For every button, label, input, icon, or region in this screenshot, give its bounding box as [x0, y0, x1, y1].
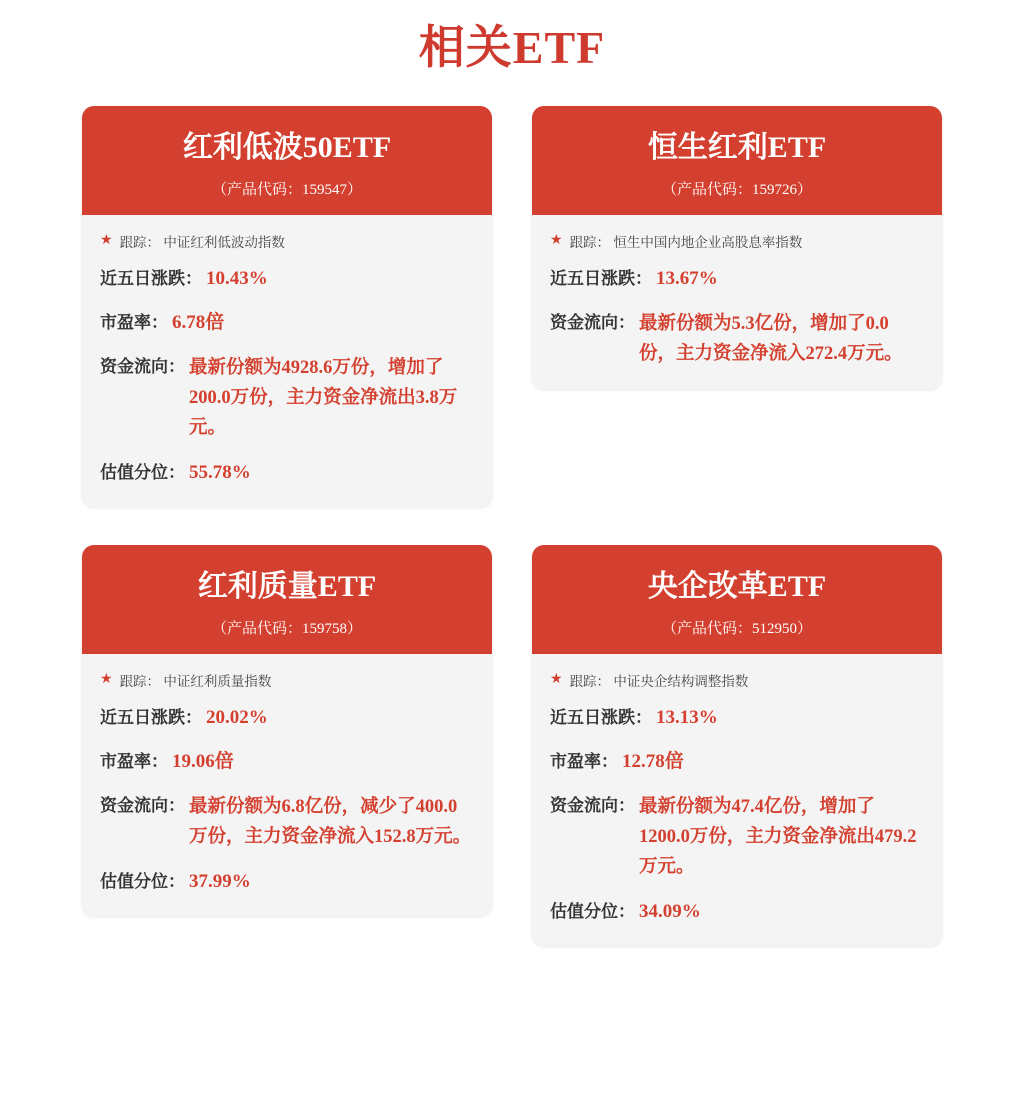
etf-valuation-value: 34.09% [639, 901, 701, 922]
etf-flow-label: 资金流向： [100, 796, 185, 815]
etf-track-text: 跟踪： 中证央企结构调整指数 [569, 674, 749, 689]
etf-change5d-row [550, 265, 924, 293]
etf-flow-label: 资金流向： [550, 313, 635, 332]
etf-name: 红利低波50ETF [182, 131, 392, 164]
etf-change5d-label: 近五日涨跌： [550, 269, 652, 288]
etf-valuation-row [100, 868, 474, 896]
etf-pe-label: 市盈率： [100, 752, 168, 771]
etf-change5d-label: 近五日涨跌： [550, 708, 652, 727]
etf-track-row [100, 670, 474, 690]
etf-card-header [532, 106, 942, 215]
etf-change5d-row [550, 704, 924, 732]
etf-change5d-row [100, 265, 474, 293]
etf-card[interactable] [82, 106, 492, 507]
etf-valuation-row [100, 459, 474, 487]
etf-card-header [82, 106, 492, 215]
etf-pe-value: 19.06倍 [172, 751, 234, 772]
etf-flow-row [550, 792, 924, 882]
etf-change5d-label: 近五日涨跌： [100, 708, 202, 727]
etf-card-body [82, 215, 492, 507]
etf-card-body [82, 654, 492, 916]
etf-card-body [532, 654, 942, 946]
etf-valuation-label: 估值分位： [100, 872, 185, 891]
etf-change5d-value: 10.43% [206, 268, 268, 289]
star-icon: ★ [550, 672, 563, 687]
etf-pe-label: 市盈率： [550, 752, 618, 771]
etf-change5d-value: 20.02% [206, 707, 268, 728]
star-icon: ★ [550, 233, 563, 248]
etf-pe-row [100, 309, 474, 337]
etf-valuation-label: 估值分位： [550, 902, 635, 921]
etf-track-text: 跟踪： 恒生中国内地企业高股息率指数 [569, 235, 803, 250]
etf-card[interactable] [532, 106, 942, 389]
etf-pe-value: 12.78倍 [622, 751, 684, 772]
etf-flow-value: 最新份额为6.8亿份，减少了400.0万份，主力资金净流入152.8万元。 [189, 797, 472, 847]
etf-code: （产品代码：159758） [211, 621, 362, 637]
etf-pe-row [550, 748, 924, 776]
etf-pe-row [100, 748, 474, 776]
etf-track-text: 跟踪： 中证红利质量指数 [119, 674, 272, 689]
page-title: 相关ETF [418, 22, 606, 73]
etf-card-grid [82, 106, 942, 946]
etf-track-row [100, 231, 474, 251]
star-icon: ★ [100, 672, 113, 687]
etf-pe-label: 市盈率： [100, 313, 168, 332]
etf-flow-row [100, 353, 474, 443]
etf-code: （产品代码：159547） [211, 182, 362, 198]
etf-change5d-row [100, 704, 474, 732]
etf-change5d-value: 13.13% [656, 707, 718, 728]
etf-card[interactable] [82, 545, 492, 916]
etf-name: 央企改革ETF [647, 570, 827, 603]
etf-flow-value: 最新份额为4928.6万份，增加了200.0万份，主力资金净流出3.8万元。 [189, 358, 458, 438]
etf-flow-label: 资金流向： [100, 357, 185, 376]
etf-valuation-value: 37.99% [189, 871, 251, 892]
etf-card-header [532, 545, 942, 654]
etf-card-header [82, 545, 492, 654]
etf-flow-value: 最新份额为5.3亿份，增加了0.0份，主力资金净流入272.4万元。 [639, 314, 903, 364]
etf-change5d-value: 13.67% [656, 268, 718, 289]
etf-track-row [550, 231, 924, 251]
etf-flow-row [100, 792, 474, 852]
etf-valuation-row [550, 898, 924, 926]
etf-code: （产品代码：159726） [661, 182, 812, 198]
etf-code: （产品代码：512950） [661, 621, 812, 637]
star-icon: ★ [100, 233, 113, 248]
etf-card-body [532, 215, 942, 389]
etf-page [0, 18, 1024, 1098]
etf-card[interactable] [532, 545, 942, 946]
etf-valuation-value: 55.78% [189, 462, 251, 483]
etf-name: 红利质量ETF [197, 570, 377, 603]
etf-pe-value: 6.78倍 [172, 312, 225, 333]
etf-name: 恒生红利ETF [647, 131, 827, 164]
etf-flow-label: 资金流向： [550, 796, 635, 815]
etf-flow-row [550, 309, 924, 369]
etf-valuation-label: 估值分位： [100, 463, 185, 482]
etf-change5d-label: 近五日涨跌： [100, 269, 202, 288]
etf-flow-value: 最新份额为47.4亿份，增加了1200.0万份，主力资金净流出479.2万元。 [639, 797, 917, 877]
etf-track-row [550, 670, 924, 690]
etf-track-text: 跟踪： 中证红利低波动指数 [119, 235, 285, 250]
